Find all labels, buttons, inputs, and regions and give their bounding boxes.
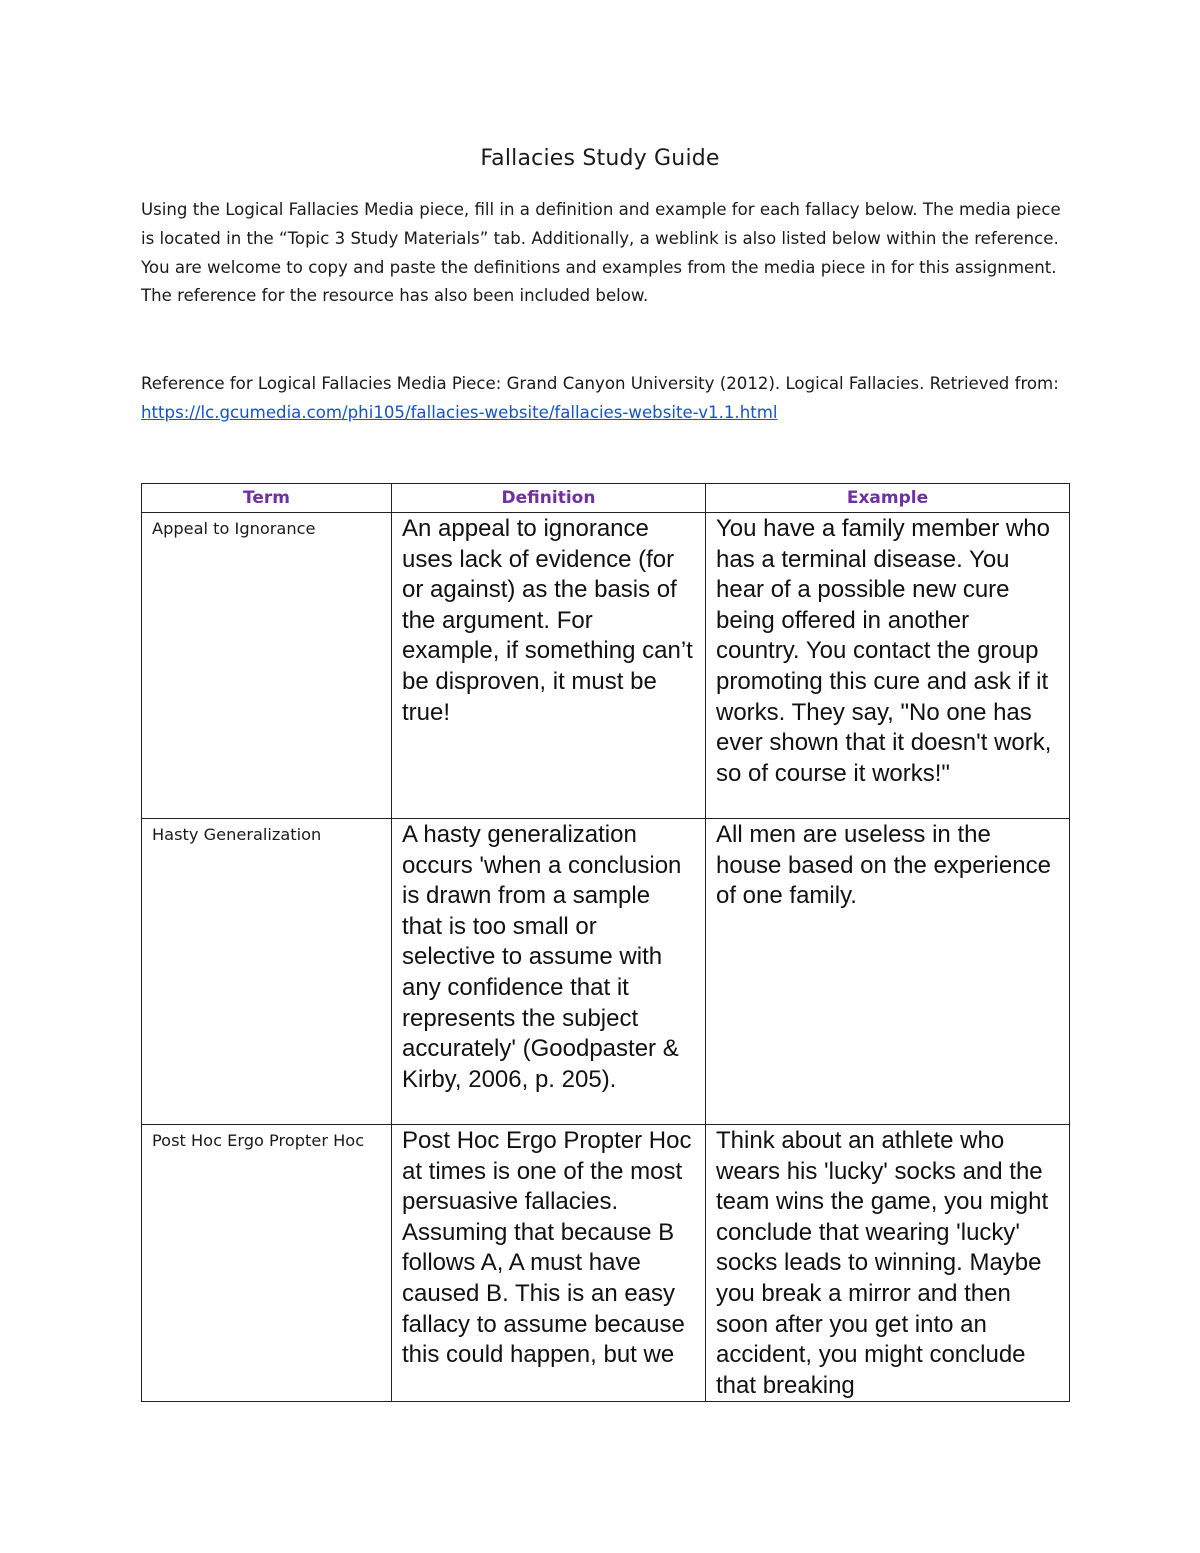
example-cell bbox=[706, 513, 1070, 819]
example-cell bbox=[706, 819, 1070, 1125]
reference-paragraph bbox=[141, 370, 1066, 428]
reference-link[interactable]: https://lc.gcumedia.com/phi105/fallacies-website/fallacies-website-v1.1.html bbox=[141, 402, 778, 422]
header-definition: Definition bbox=[392, 484, 706, 513]
example-text: You have a family member who has a terminal disease. You hear of a possible new cure being offered in another country. You contact the group promoting this cure and ask if it works. They say, "No one has ever shown that it doesn't work, so of course it works!" bbox=[716, 515, 1052, 787]
term-text: Post Hoc Ergo Propter Hoc bbox=[152, 1131, 365, 1150]
table-row bbox=[142, 1125, 1070, 1402]
definition-cell bbox=[392, 1125, 706, 1402]
example-text: All men are useless in the house based on the experience of one family. bbox=[716, 821, 1051, 910]
definition-text: Post Hoc Ergo Propter Hoc at times is one of the most persuasive fallacies. Assuming that because B follows A, A must have caused B. This is an easy fallacy to assume because this could happen, but we bbox=[402, 1127, 692, 1369]
instructions-paragraph: Using the Logical Fallacies Media piece, fill in a definition and example for each fallacy below. The media piece is located in the “Topic 3 Study Materials” tab. Additionally, a weblink is also listed below within the reference. You are welcome to copy and paste the definitions and examples from the media piece in for this assignment. The reference for the resource has also been included below. bbox=[141, 200, 1061, 306]
term-cell bbox=[142, 819, 392, 1125]
term-cell bbox=[142, 1125, 392, 1402]
reference-text: Reference for Logical Fallacies Media Piece: Grand Canyon University (2012). Logical Fallacies. Retrieved from: bbox=[141, 374, 1059, 393]
term-text: Hasty Generalization bbox=[152, 825, 322, 844]
table-row bbox=[142, 513, 1070, 819]
definition-cell bbox=[392, 513, 706, 819]
term-text: Appeal to Ignorance bbox=[152, 519, 316, 538]
document-title: Fallacies Study Guide bbox=[480, 146, 720, 171]
example-text: Think about an athlete who wears his 'lucky' socks and the team wins the game, you might conclude that wearing 'lucky' socks leads to winning. Maybe you break a mirror and then soon after you get into an accident, you might conclude that breaking bbox=[716, 1127, 1049, 1399]
header-term: Term bbox=[142, 484, 392, 513]
term-cell bbox=[142, 513, 392, 819]
fallacies-table bbox=[141, 483, 1070, 1402]
definition-text: A hasty generalization occurs 'when a conclusion is drawn from a sample that is too small or selective to assume with any confidence that it represents the subject accurately' (Goodpaster & Kirby, 2006, p. 205). bbox=[402, 821, 682, 1093]
table-row bbox=[142, 819, 1070, 1125]
definition-text: An appeal to ignorance uses lack of evidence (for or against) as the basis of the argument. For example, if something can’t be disproven, it must be true! bbox=[402, 515, 693, 726]
table-header-row bbox=[142, 484, 1070, 513]
definition-cell bbox=[392, 819, 706, 1125]
header-example: Example bbox=[706, 484, 1070, 513]
example-cell bbox=[706, 1125, 1070, 1402]
